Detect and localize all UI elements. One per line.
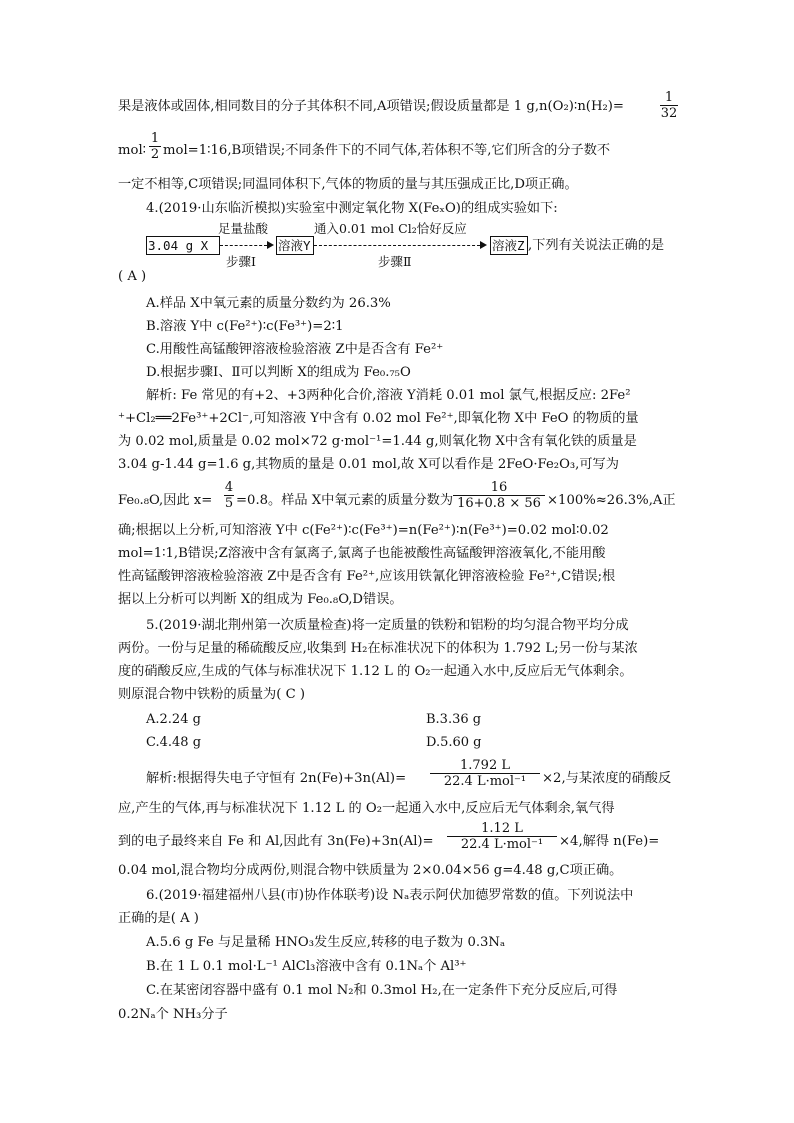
q5-stem-line: 5.(2019·湖北荆州第一次质量检查)将一定质量的铁粉和铝粉的均匀混合物平均分成 bbox=[146, 618, 629, 633]
q4-analysis-line: 解析: Fe 常见的有+2、+3两种化合价,溶液 Y消耗 0.01 mol 氯气,根据反应: 2Fe² bbox=[146, 388, 631, 403]
q4-analysis-mid: =0.8。样品 X中氧元素的质量分数为 bbox=[236, 493, 454, 508]
q3-fraction-1 bbox=[660, 90, 678, 121]
q4-analysis-line: 3.04 g-1.44 g=1.6 g,其物质的量是 0.01 mol,故 X可以看作是 2FeO·Fe₂O₃,可写为 bbox=[118, 457, 619, 472]
fraction-denominator: 16+0.8 × 56 bbox=[457, 496, 541, 511]
arrow-icon bbox=[480, 241, 487, 249]
q5-analysis-line-3: 到的电子最终来自 Fe 和 Al,因此有 3n(Fe)+3n(Al)= bbox=[118, 834, 434, 849]
q5-stem-line: 度的硝酸反应,生成的气体与标准状况下 1.12 L 的 O₂一起通入水中,反应后无气体剩余。 bbox=[118, 664, 633, 679]
q5-stem-line: 则原混合物中铁粉的质量为( C ) bbox=[118, 687, 306, 702]
q6-option-a: A.5.6 g Fe 与足量稀 HNO₃发生反应,转移的电子数为 0.3Nₐ bbox=[146, 935, 506, 950]
flow-box-solution-y: 溶液Y bbox=[276, 236, 314, 255]
flow-box-sample: 3.04 g X bbox=[146, 236, 220, 255]
fraction-numerator: 4 bbox=[224, 480, 234, 495]
q4-analysis-post: ×100%≈26.3%,A正 bbox=[547, 493, 676, 508]
q5-option-c: C.4.48 g bbox=[146, 735, 202, 750]
q5-analysis-line-3-tail: ×4,解得 n(Fe)= bbox=[559, 834, 660, 849]
q3-line-2a: mol∶ bbox=[118, 143, 147, 158]
flow-step1-label: 步骤Ⅰ bbox=[226, 254, 256, 269]
q5-analysis-line-1: 解析:根据得失电子守恒有 2n(Fe)+3n(Al)= bbox=[146, 771, 407, 786]
q6-stem-line: 6.(2019·福建福州八县(市)协作体联考)设 Nₐ表示阿伏加德罗常数的值。下列说法中 bbox=[146, 888, 634, 903]
q4-analysis-line: ⁺+Cl₂══2Fe³⁺+2Cl⁻,可知溶液 Y中含有 0.02 mol Fe²⁺,即氧化物 X中 FeO 的物质的量 bbox=[118, 411, 639, 426]
q6-stem-line: 正确的是( A ) bbox=[118, 911, 199, 926]
q3-line-1: 果是液体或固体,相同数目的分子其体积不同,A项错误;假设质量都是 1 g,n(O₂)∶n(H₂)= bbox=[118, 99, 624, 114]
arrow-icon bbox=[267, 241, 274, 249]
q5-analysis-line-4: 0.04 mol,混合物均分成两份,则混合物中铁质量为 2×0.04×56 g=4.48 g,C项正确。 bbox=[118, 863, 623, 878]
q4-answer: ( A ) bbox=[118, 269, 147, 284]
fraction-numerator: 1 bbox=[664, 90, 674, 105]
flow-box-solution-z: 溶液Z bbox=[490, 236, 528, 255]
flow-step1-reagent: 足量盐酸 bbox=[218, 221, 269, 236]
q4-analysis-line: 为 0.02 mol,质量是 0.02 mol×72 g·mol⁻¹=1.44 g,则氧化物 X中含有氧化铁的质量是 bbox=[118, 434, 637, 449]
q5-stem-line: 两份。一份与足量的稀硫酸反应,收集到 H₂在标准状况下的体积为 1.792 L;另一份与某浓 bbox=[118, 641, 638, 656]
fraction-denominator: 5 bbox=[224, 496, 234, 511]
q6-option-b: B.在 1 L 0.1 mol·L⁻¹ AlCl₃溶液中含有 0.1Nₐ个 Al³⁺ bbox=[146, 959, 467, 974]
q5-fraction-1 bbox=[430, 758, 540, 789]
fraction-denominator: 22.4 L·mol⁻¹ bbox=[443, 774, 527, 789]
q5-analysis-line-2: 应,产生的气体,再与标准状况下 1.12 L 的 O₂一起通入水中,反应后无气体剩余,氧气得 bbox=[118, 801, 615, 816]
q5-option-b: B.3.36 g bbox=[426, 712, 482, 727]
q6-option-c: C.在某密闭容器中盛有 0.1 mol N₂和 0.3mol H₂,在一定条件下充分反应后,可得 bbox=[146, 983, 618, 998]
flow-arrow-2 bbox=[314, 245, 480, 246]
fraction-numerator: 16 bbox=[490, 480, 508, 495]
q4-analysis-line: mol=1∶1,B错误;Z溶液中含有氯离子,氯离子也能被酸性高锰酸钾溶液氧化,不能用酸 bbox=[118, 546, 606, 561]
fraction-denominator: 22.4 L·mol⁻¹ bbox=[460, 837, 544, 852]
fraction-denominator: 2 bbox=[150, 147, 160, 162]
q3-fraction-2 bbox=[149, 131, 161, 162]
q4-option-a: A.样品 X中氧元素的质量分数约为 26.3% bbox=[146, 296, 391, 311]
fraction-numerator: 1.12 L bbox=[481, 821, 523, 836]
fraction-numerator: 1 bbox=[150, 131, 160, 146]
q5-fraction-2 bbox=[447, 821, 557, 852]
q4-option-d: D.根据步骤Ⅰ、Ⅱ可以判断 X的组成为 Fe₀.₇₅O bbox=[146, 365, 411, 380]
q4-stem-tail: ,下列有关说法正确的是 bbox=[528, 238, 665, 253]
fraction-denominator: 32 bbox=[660, 106, 678, 121]
q4-fraction-mass bbox=[453, 480, 545, 511]
fraction-numerator: 1.792 L bbox=[460, 758, 510, 773]
q3-line-2b: mol=1∶16,B项错误;不同条件下的不同气体,若体积不等,它们所含的分子数不 bbox=[163, 143, 611, 158]
q6-option-c-tail: 0.2Nₐ个 NH₃分子 bbox=[118, 1007, 228, 1022]
q5-analysis-line-1-tail: ×2,与某浓度的硝酸反 bbox=[542, 771, 672, 786]
flow-arrow-1 bbox=[220, 245, 267, 246]
q3-line-3: 一定不相等,C项错误;同温同体积下,气体的物质的量与其压强成正比,D项正确。 bbox=[118, 177, 578, 192]
q4-option-c: C.用酸性高锰酸钾溶液检验溶液 Z中是否含有 Fe²⁺ bbox=[146, 342, 444, 357]
q4-stem: 4.(2019·山东临沂模拟)实验室中测定氧化物 X(FeₓO)的组成实验如下: bbox=[146, 201, 558, 216]
q4-analysis-fraction-line: Fe₀.₈O,因此 x= bbox=[118, 493, 213, 508]
flow-step2-reagent: 通入0.01 mol Cl₂恰好反应 bbox=[314, 221, 467, 236]
q5-option-a: A.2.24 g bbox=[146, 712, 201, 727]
q4-analysis-line: 据以上分析可以判断 X的组成为 Fe₀.₈O,D错误。 bbox=[118, 592, 403, 607]
q5-option-d: D.5.60 g bbox=[426, 735, 482, 750]
q4-option-b: B.溶液 Y中 c(Fe²⁺)∶c(Fe³⁺)=2∶1 bbox=[146, 319, 344, 334]
q4-analysis-line: 确;根据以上分析,可知溶液 Y中 c(Fe²⁺)∶c(Fe³⁺)=n(Fe²⁺)∶n(Fe³⁺)=0.02 mol∶0.02 bbox=[118, 523, 609, 538]
q4-analysis-line: 性高锰酸钾溶液检验溶液 Z中是否含有 Fe²⁺,应该用铁氰化钾溶液检验 Fe²⁺,C错误;根 bbox=[118, 569, 616, 584]
flow-step2-label: 步骤Ⅱ bbox=[378, 254, 412, 269]
q4-fraction-x bbox=[224, 480, 234, 511]
